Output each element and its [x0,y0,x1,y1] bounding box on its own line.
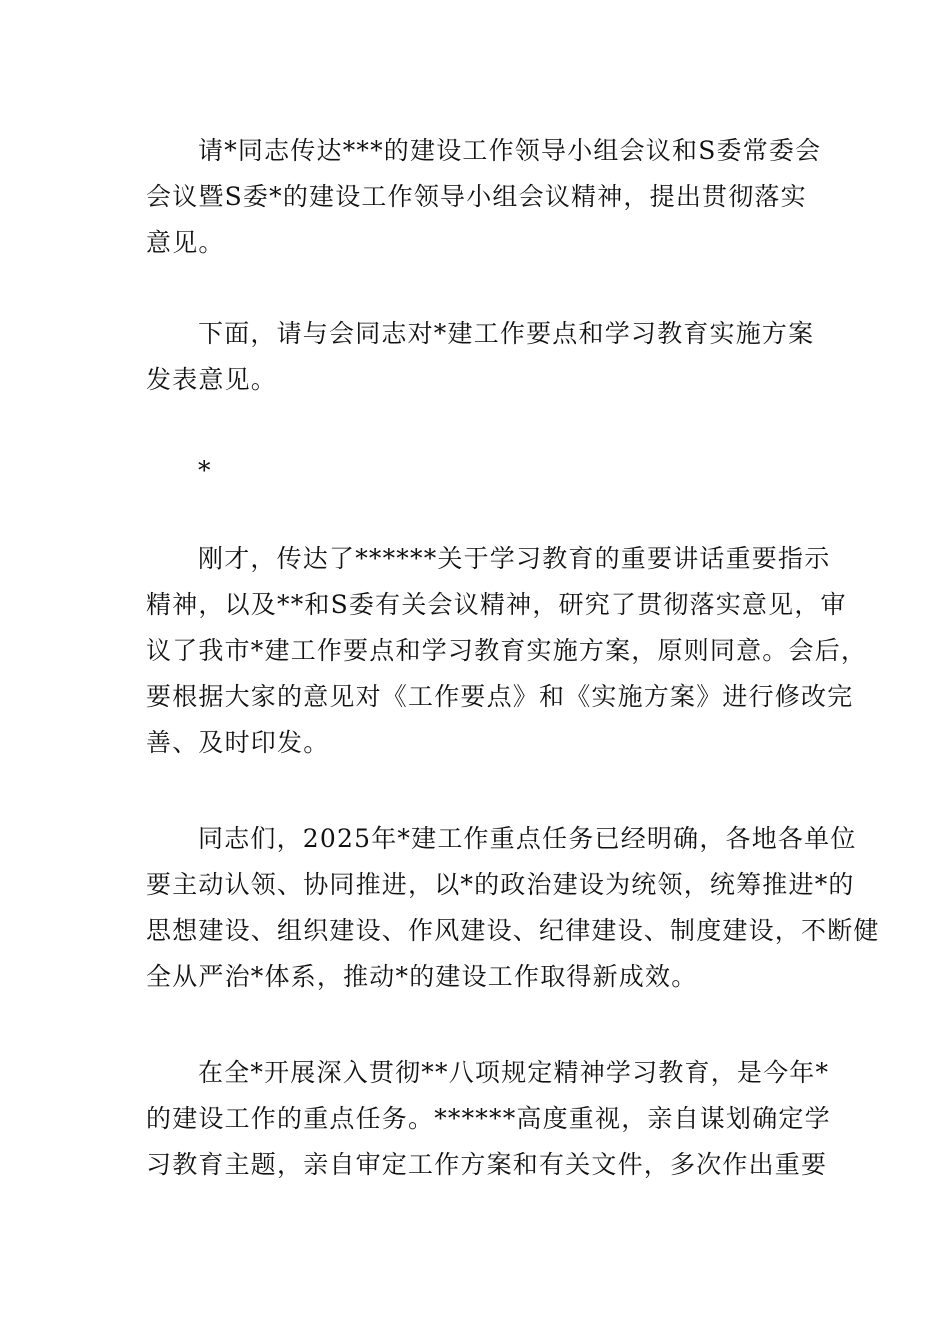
paragraph-line: 刚才，传达了******关于学习教育的重要讲话重要指示 [198,544,831,573]
paragraph-line: * [198,456,212,485]
section-marker [146,448,806,494]
paragraph-line: 思想建设、组织建设、作风建设、纪律建设、制度建设，不断健 [146,916,880,945]
paragraph-5 [146,1050,831,1188]
paragraph-line: 要根据大家的意见对《工作要点》和《实施方案》进行修改完 [146,682,854,711]
paragraph-line: 意见。 [146,228,225,257]
paragraph-line: 会议暨S委*的建设工作领导小组会议精神，提出贯彻落实 [146,182,807,211]
paragraph-line: 习教育主题，亲自审定工作方案和有关文件，多次作出重要 [146,1150,828,1179]
paragraph-line: 善、及时印发。 [146,728,330,757]
paragraph-1 [146,128,822,266]
paragraph-line: 议了我市*建工作要点和学习教育实施方案，原则同意。会后， [146,636,868,665]
paragraph-line: 要主动认领、协同推进，以*的政治建设为统领，统筹推进*的 [146,870,855,899]
paragraph-line: 精神，以及**和S委有关会议精神，研究了贯彻落实意见，审 [146,590,847,619]
paragraph-line: 在全*开展深入贯彻**八项规定精神学习教育，是今年* [198,1058,830,1087]
paragraph-line: 同志们，2025年*建工作重点任务已经明确，各地各单位 [198,824,857,853]
paragraph-line: 发表意见。 [146,365,278,394]
paragraph-line: 请*同志传达***的建设工作领导小组会议和S委常委会 [198,136,822,165]
paragraph-2 [146,311,815,403]
paragraph-line: 的建设工作的重点任务。******高度重视，亲自谋划确定学 [146,1104,831,1133]
paragraph-3 [146,536,868,766]
paragraph-4 [146,816,880,1000]
paragraph-line: 下面，请与会同志对*建工作要点和学习教育实施方案 [198,319,815,348]
paragraph-line: 全从严治*体系，推动*的建设工作取得新成效。 [146,962,698,991]
